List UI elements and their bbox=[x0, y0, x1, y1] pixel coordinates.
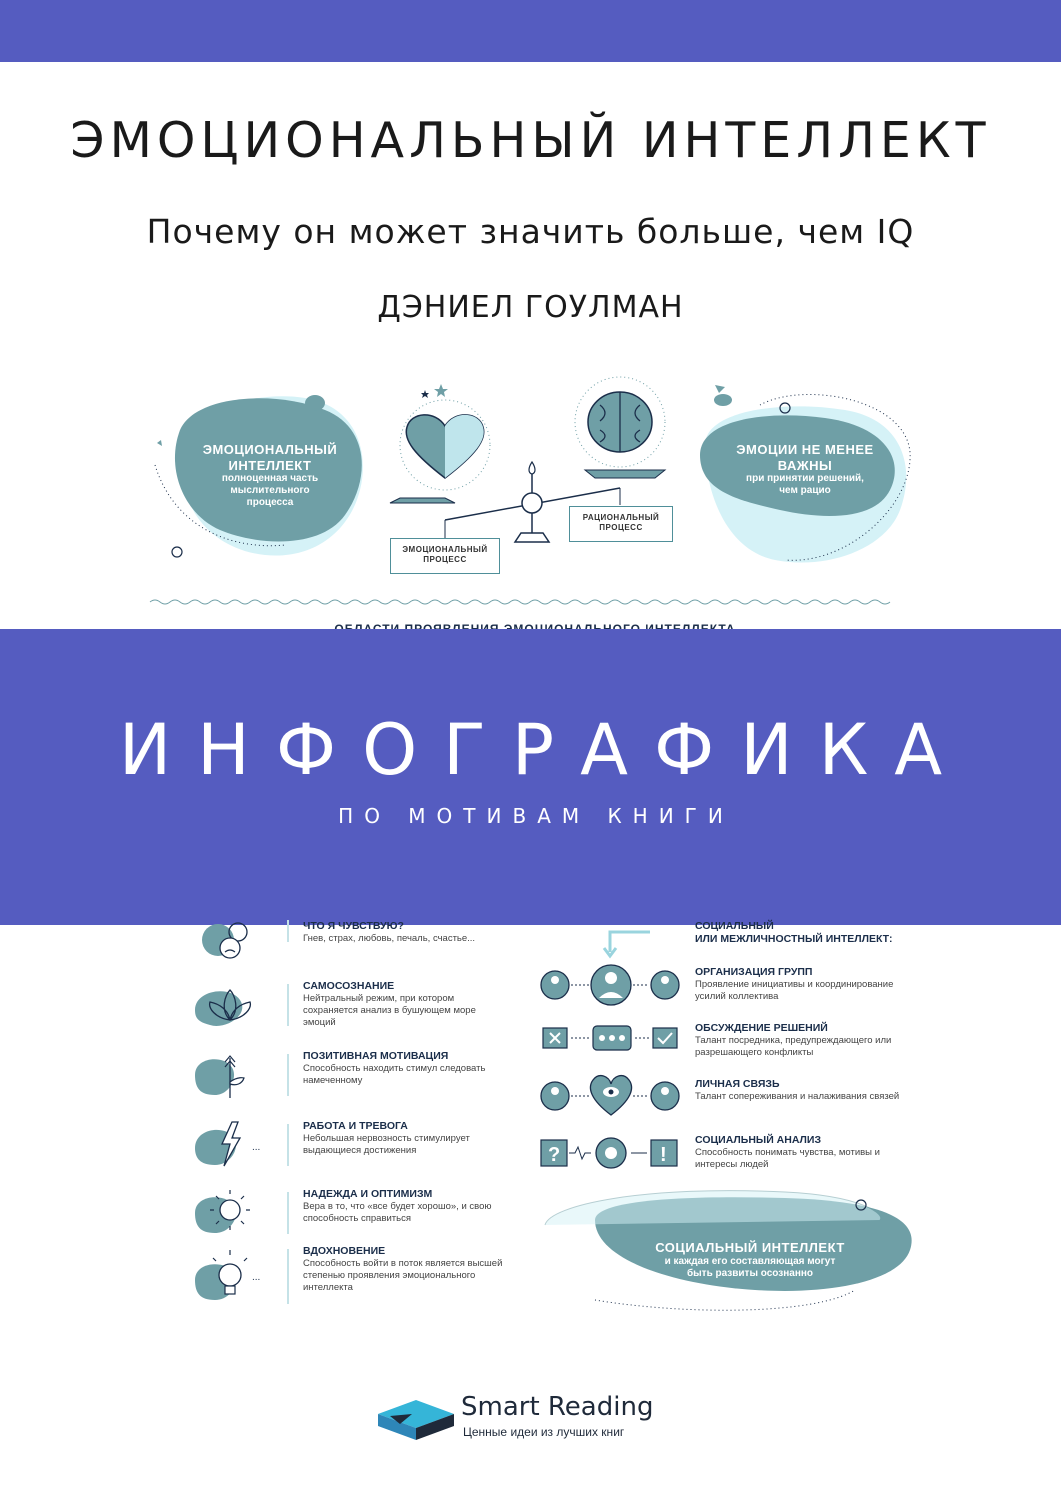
lightning-head-icon bbox=[190, 1120, 270, 1175]
list-item: САМОСОЗНАНИЕ Нейтральный режим, при котором сохраняется анализ в бушующем море эмоций bbox=[190, 980, 510, 1040]
list-item: НАДЕЖДА И ОПТИМИЗМ Вера в то, что «все будет хорошо», и свою способность справиться bbox=[190, 1188, 510, 1248]
social-heading: СОЦИАЛЬНЫЙ ИЛИ МЕЖЛИЧНОСТНЫЙ ИНТЕЛЛЕКТ: bbox=[695, 920, 893, 945]
emotional-process-label: ЭМОЦИОНАЛЬНЫЙ ПРОЦЕСС bbox=[390, 538, 500, 574]
svg-text:...: ... bbox=[252, 1272, 261, 1283]
social-item-desc: Проявление инициативы и координирование усилий коллектива bbox=[695, 979, 894, 1002]
banner-subtitle: ПО МОТИВАМ КНИГИ bbox=[338, 804, 734, 828]
list-item: ЧТО Я ЧУВСТВУЮ? Гнев, страх, любовь, печаль, счастье... bbox=[190, 920, 510, 980]
sprout-icon bbox=[190, 1050, 270, 1105]
list-item: ... ВДОХНОВЕНИЕ Способность войти в поток является высшей степенью проявления эмоционального интеллекта bbox=[190, 1245, 510, 1305]
social-item-head: СОЦИАЛЬНЫЙ АНАЛИЗ bbox=[695, 1134, 822, 1146]
social-item-head: ЛИЧНАЯ СВЯЗЬ bbox=[695, 1078, 780, 1090]
social-item-desc: Талант посредника, предупреждающего или разрешающего конфликты bbox=[695, 1035, 892, 1058]
book-logo-icon bbox=[376, 1392, 456, 1442]
social-blob-text: СОЦИАЛЬНЫЙ ИНТЕЛЛЕКТ и каждая его составляющая могут быть развиты осознанно bbox=[655, 1240, 845, 1279]
svg-text:!: ! bbox=[660, 1144, 667, 1166]
social-item-desc: Талант сопереживания и налаживания связей bbox=[695, 1091, 900, 1102]
lotus-icon bbox=[190, 980, 270, 1035]
social-item-head: ОРГАНИЗАЦИЯ ГРУПП bbox=[695, 966, 813, 978]
book-author: ДЭНИЕЛ ГОУЛМАН bbox=[377, 290, 684, 325]
book-title: ЭМОЦИОНАЛЬНЫЙ ИНТЕЛЛЕКТ bbox=[70, 112, 991, 169]
left-blob-text: ЭМОЦИОНАЛЬНЫЙ ИНТЕЛЛЕКТ полноценная часть мыслительного процесса bbox=[202, 442, 338, 509]
hero-infographic bbox=[145, 370, 920, 629]
top-color-bar bbox=[0, 0, 1061, 62]
smart-reading-logo: Smart Reading Ценные идеи из лучших книг bbox=[376, 1388, 666, 1448]
list-item: ПОЗИТИВНАЯ МОТИВАЦИЯ Способность находить стимул следовать намеченному bbox=[190, 1050, 510, 1110]
banner-title: ИНФОГРАФИКА bbox=[118, 709, 969, 791]
svg-text:?: ? bbox=[548, 1144, 561, 1166]
list-item: ... РАБОТА И ТРЕВОГА Небольшая нервозность стимулирует выдающиеся достижения bbox=[190, 1120, 510, 1180]
sun-icon bbox=[190, 1188, 270, 1243]
book-subtitle: Почему он может значить больше, чем IQ bbox=[146, 212, 915, 251]
svg-text:...: ... bbox=[252, 1142, 261, 1153]
lightbulb-icon bbox=[190, 1245, 270, 1300]
faces-icon bbox=[190, 920, 270, 975]
right-blob-text: ЭМОЦИИ НЕ МЕНЕЕ ВАЖНЫ при принятии решений, чем рацио bbox=[736, 442, 874, 497]
rational-process-label: РАЦИОНАЛЬНЫЙ ПРОЦЕСС bbox=[569, 506, 673, 542]
infographic-banner bbox=[0, 629, 1061, 925]
social-item-head: ОБСУЖДЕНИЕ РЕШЕНИЙ bbox=[695, 1022, 828, 1034]
social-item-desc: Способность понимать чувства, мотивы и интересы людей bbox=[695, 1147, 880, 1170]
